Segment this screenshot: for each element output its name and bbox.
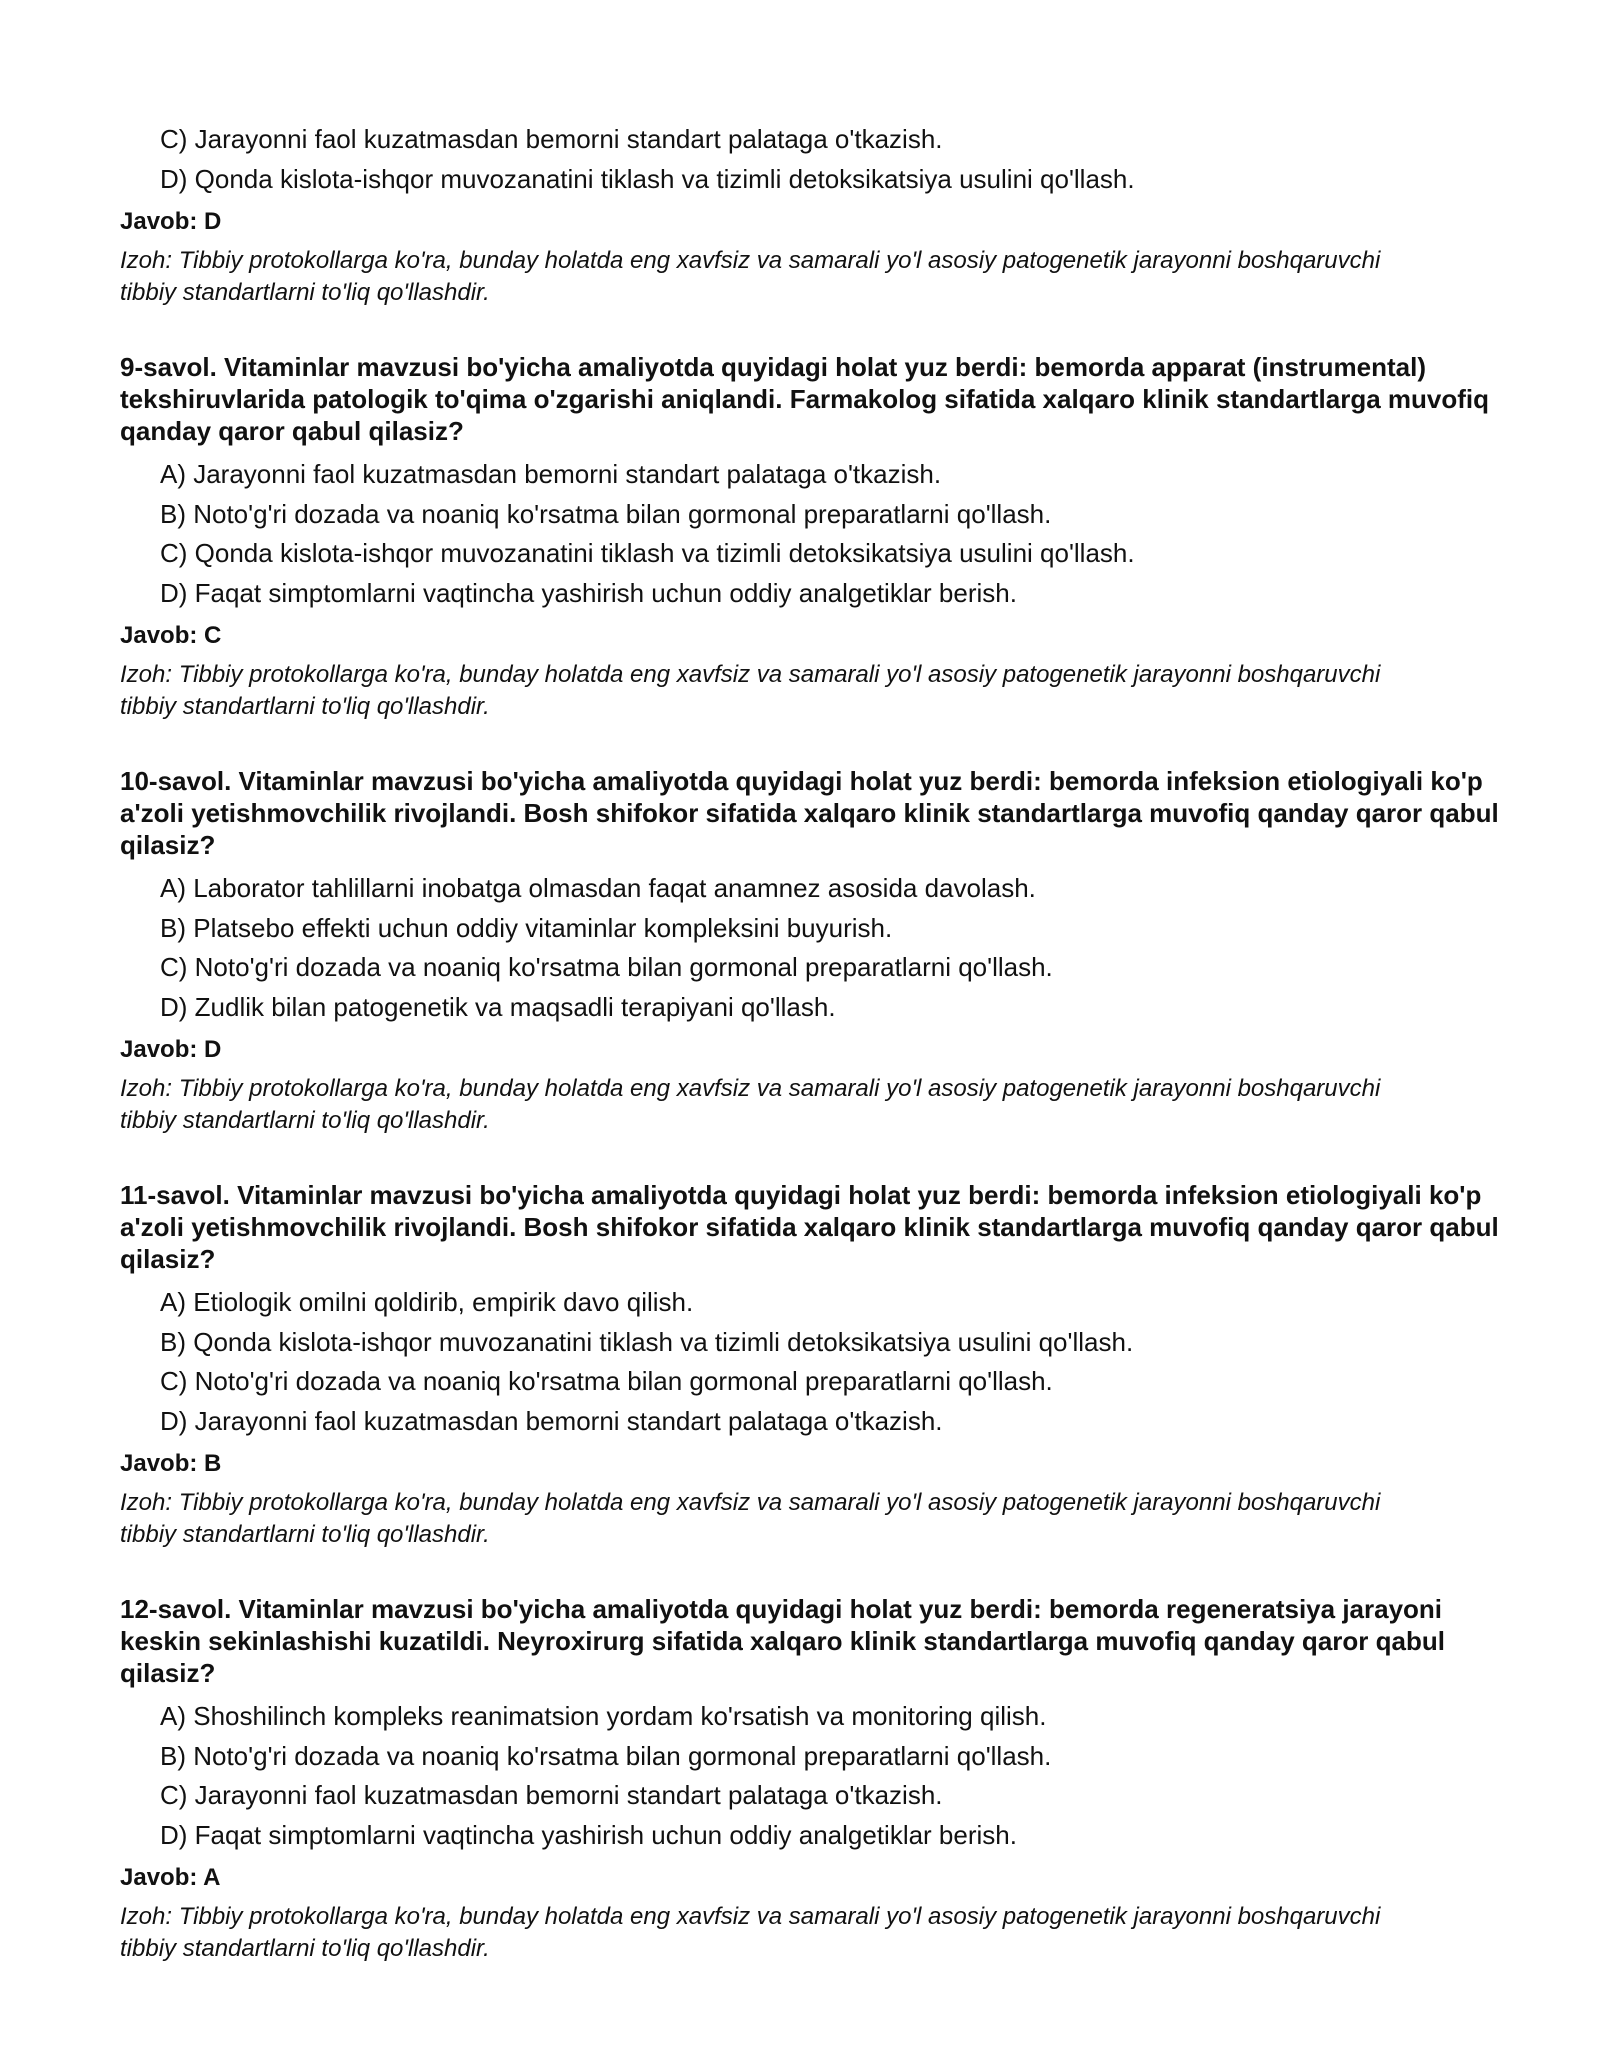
- option-c: C) Noto'g'ri dozada va noaniq ko'rsatma bilan gormonal preparatlarni qo'llash.: [160, 1366, 1053, 1396]
- document-page: [120, 120, 1500, 1965]
- option-a: A) Etiologik omilni qoldirib, empirik davo qilish.: [160, 1287, 694, 1317]
- option-list: [120, 1283, 1500, 1441]
- option-a: A) Laborator tahlillarni inobatga olmasdan faqat anamnez asosida davolash.: [160, 873, 1036, 903]
- explanation-note: Izoh: Tibbiy protokollarga ko'ra, bunday holatda eng xavfsiz va samarali yo'l asosiy patogenetik jarayonni boshqaruvchi tibbiy standartlarni to'liq qo'llashdir.: [120, 1489, 1381, 1548]
- explanation-note: Izoh: Tibbiy protokollarga ko'ra, bunday holatda eng xavfsiz va samarali yo'l asosiy patogenetik jarayonni boshqaruvchi tibbiy standartlarni to'liq qo'llashdir.: [120, 1075, 1381, 1134]
- option-list: [120, 455, 1500, 613]
- question-block: [120, 765, 1500, 1137]
- question-text: 10-savol. Vitaminlar mavzusi bo'yicha amaliyotda quyidagi holat yuz berdi: bemorda infeksion etiologiyali ko'p a'zoli yetishmovchilik rivojlandi. Bosh shifokor sifatida xalqaro klinik standartlarga muvofiq qanday qaror qabul qilasiz?: [120, 766, 1499, 860]
- option-d: D) Zudlik bilan patogenetik va maqsadli terapiyani qo'llash.: [160, 991, 836, 1022]
- option-a: A) Shoshilinch kompleks reanimatsion yordam ko'rsatish va monitoring qilish.: [160, 1701, 1047, 1731]
- option-c: C) Qonda kislota-ishqor muvozanatini tiklash va tizimli detoksikatsiya usulini qo'llash.: [160, 538, 1135, 568]
- option-b: B) Noto'g'ri dozada va noaniq ko'rsatma bilan gormonal preparatlarni qo'llash.: [160, 498, 1052, 529]
- option-c: C) Jarayonni faol kuzatmasdan bemorni standart palataga o'tkazish.: [160, 1780, 943, 1810]
- question-text: 11-savol. Vitaminlar mavzusi bo'yicha amaliyotda quyidagi holat yuz berdi: bemorda infeksion etiologiyali ko'p a'zoli yetishmovchilik rivojlandi. Bosh shifokor sifatida xalqaro klinik standartlarga muvofiq qanday qaror qabul qilasiz?: [120, 1180, 1499, 1274]
- option-list: [120, 1697, 1500, 1855]
- answer-label: Javob: B: [120, 1450, 222, 1477]
- option-list: [120, 869, 1500, 1027]
- option-b: B) Qonda kislota-ishqor muvozanatini tiklash va tizimli detoksikatsiya usulini qo'llash.: [160, 1326, 1134, 1357]
- option-d: D) Faqat simptomlarni vaqtincha yashirish uchun oddiy analgetiklar berish.: [160, 577, 1017, 608]
- question-text: 9-savol. Vitaminlar mavzusi bo'yicha amaliyotda quyidagi holat yuz berdi: bemorda apparat (instrumental) tekshiruvlarida patologik to'qima o'zgarishi aniqlandi. Farmakolog sifatida xalqaro klinik standartlarga muvofiq qanday qaror qabul qilasiz?: [120, 352, 1489, 446]
- question-block: [120, 351, 1500, 723]
- answer-label: Javob: C: [120, 622, 222, 649]
- option-list: [120, 120, 1500, 199]
- question-text: 12-savol. Vitaminlar mavzusi bo'yicha amaliyotda quyidagi holat yuz berdi: bemorda regeneratsiya jarayoni keskin sekinlashishi kuzatildi. Neyroxirurg sifatida xalqaro klinik standartlarga muvofiq qanday qaror qabul qilasiz?: [120, 1594, 1445, 1688]
- option-c: C) Jarayonni faol kuzatmasdan bemorni standart palataga o'tkazish.: [160, 124, 943, 154]
- answer-label: Javob: D: [120, 208, 222, 235]
- option-a: A) Jarayonni faol kuzatmasdan bemorni standart palataga o'tkazish.: [160, 459, 942, 489]
- explanation-note: Izoh: Tibbiy protokollarga ko'ra, bunday holatda eng xavfsiz va samarali yo'l asosiy patogenetik jarayonni boshqaruvchi tibbiy standartlarni to'liq qo'llashdir.: [120, 661, 1381, 720]
- option-d: D) Faqat simptomlarni vaqtincha yashirish uchun oddiy analgetiklar berish.: [160, 1819, 1017, 1850]
- option-c: C) Noto'g'ri dozada va noaniq ko'rsatma bilan gormonal preparatlarni qo'llash.: [160, 952, 1053, 982]
- option-d: D) Qonda kislota-ishqor muvozanatini tiklash va tizimli detoksikatsiya usulini qo'llash.: [160, 163, 1135, 194]
- option-b: B) Platsebo effekti uchun oddiy vitaminlar kompleksini buyurish.: [160, 912, 893, 943]
- answer-label: Javob: D: [120, 1036, 222, 1063]
- explanation-note: Izoh: Tibbiy protokollarga ko'ra, bunday holatda eng xavfsiz va samarali yo'l asosiy patogenetik jarayonni boshqaruvchi tibbiy standartlarni to'liq qo'llashdir.: [120, 247, 1381, 306]
- explanation-note: Izoh: Tibbiy protokollarga ko'ra, bunday holatda eng xavfsiz va samarali yo'l asosiy patogenetik jarayonni boshqaruvchi tibbiy standartlarni to'liq qo'llashdir.: [120, 1903, 1381, 1962]
- option-d: D) Jarayonni faol kuzatmasdan bemorni standart palataga o'tkazish.: [160, 1405, 943, 1436]
- question-8-continuation: [120, 120, 1500, 309]
- question-block: [120, 1179, 1500, 1551]
- option-b: B) Noto'g'ri dozada va noaniq ko'rsatma bilan gormonal preparatlarni qo'llash.: [160, 1740, 1052, 1771]
- question-block: [120, 1593, 1500, 1965]
- answer-label: Javob: A: [120, 1864, 221, 1891]
